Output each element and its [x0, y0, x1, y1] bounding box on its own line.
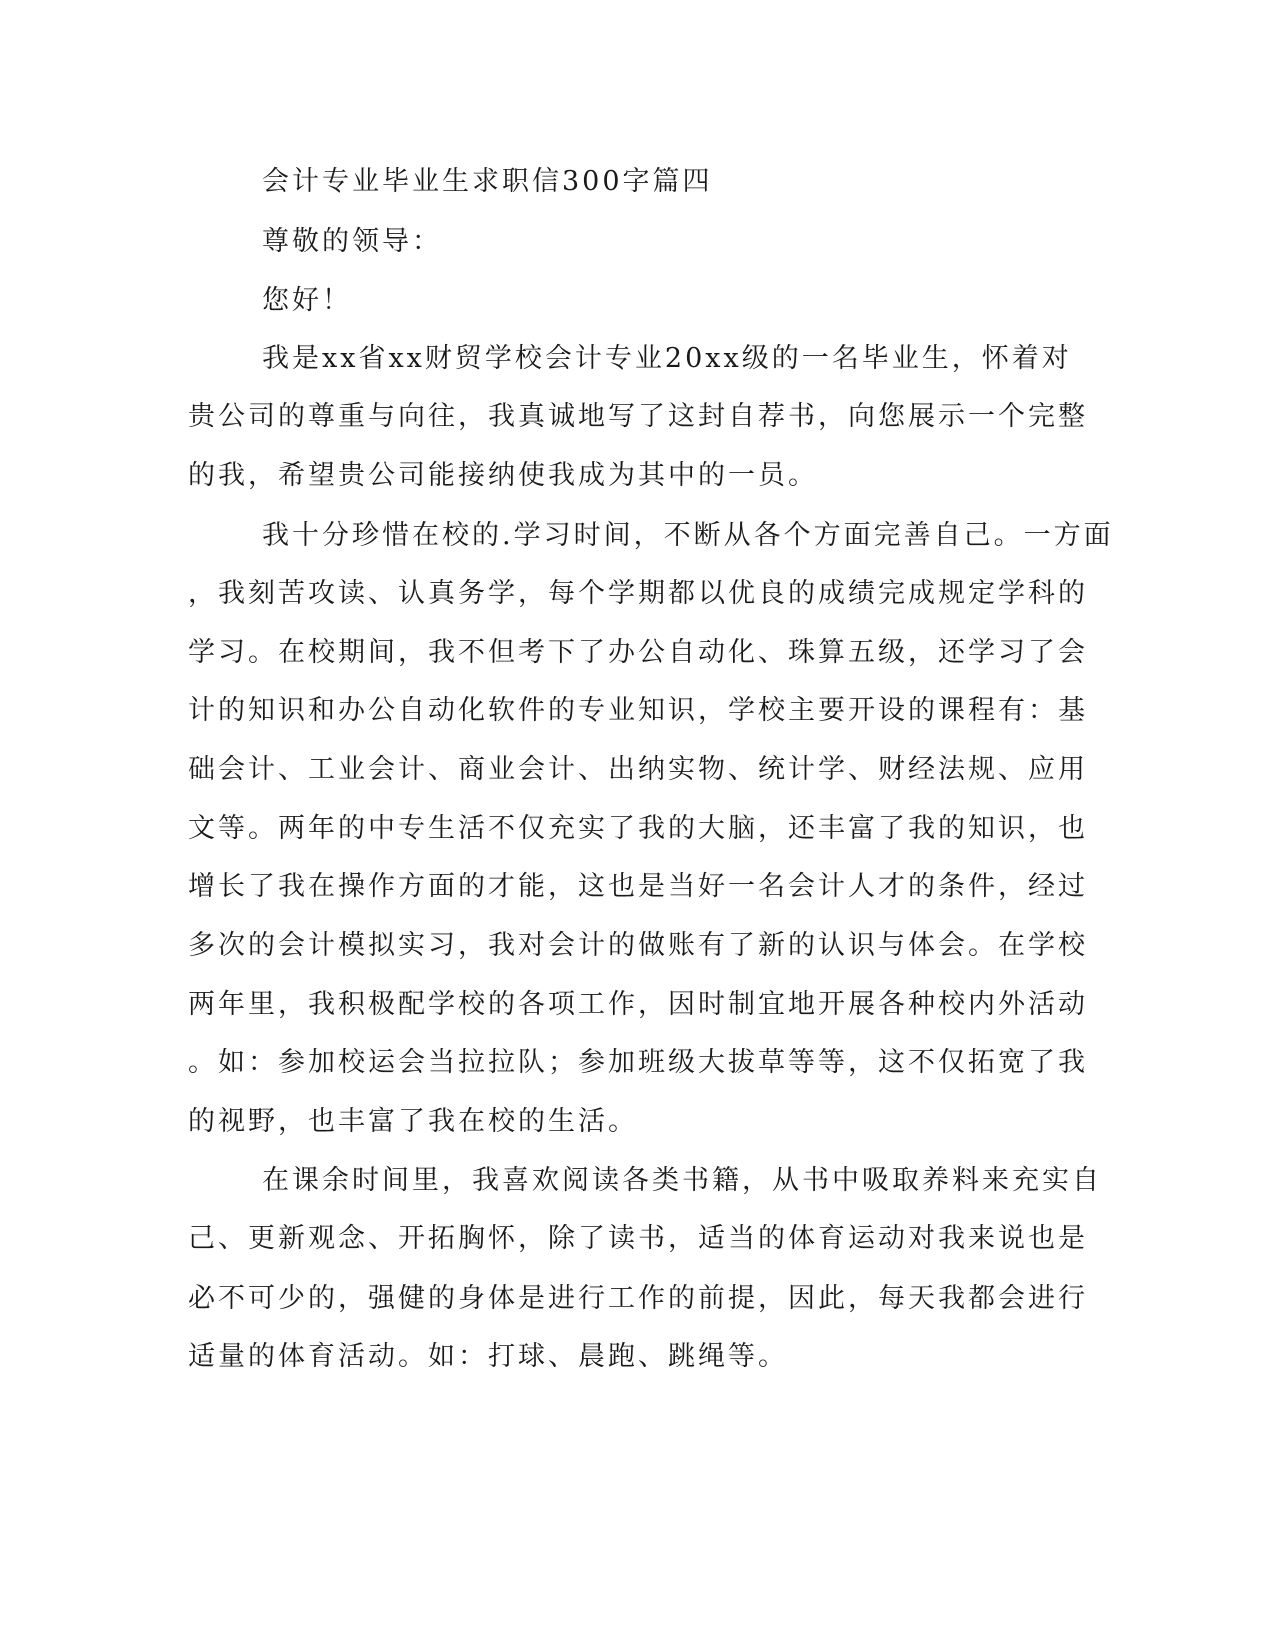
paragraph-2-line: ，我刻苦攻读、认真务学，每个学期都以优良的成绩完成规定学科的	[188, 578, 1088, 609]
paragraph-3-line: 在课余时间里，我喜欢阅读各类书籍，从书中吸取养料来充实自	[262, 1165, 1102, 1196]
paragraph-2-line: 两年里，我积极配学校的各项工作，因时制宜地开展各种校内外活动	[188, 989, 1088, 1020]
paragraph-2-line: 的视野，也丰富了我在校的生活。	[188, 1106, 638, 1137]
paragraph-2-line: 。如：参加校运会当拉拉队；参加班级大拔草等等，这不仅拓宽了我	[188, 1047, 1088, 1078]
paragraph-2-line: 础会计、工业会计、商业会计、出纳实物、统计学、财经法规、应用	[188, 754, 1088, 785]
paragraph-1-line: 我是xx省xx财贸学校会计专业20xx级的一名毕业生，怀着对	[262, 343, 1072, 374]
paragraph-2-line: 文等。两年的中专生活不仅充实了我的大脑，还丰富了我的知识，也	[188, 813, 1088, 844]
paragraph-2-line: 增长了我在操作方面的才能，这也是当好一名会计人才的条件，经过	[188, 871, 1088, 902]
paragraph-3-line: 必不可少的，强健的身体是进行工作的前提，因此，每天我都会进行	[188, 1283, 1088, 1314]
paragraph-2-line: 我十分珍惜在校的.学习时间，不断从各个方面完善自己。一方面	[262, 520, 1114, 551]
paragraph-2-line: 计的知识和办公自动化软件的专业知识，学校主要开设的课程有：基	[188, 695, 1088, 726]
paragraph-3-line: 己、更新观念、开拓胸怀，除了读书，适当的体育运动对我来说也是	[188, 1223, 1088, 1254]
paragraph-1-line: 贵公司的尊重与向往，我真诚地写了这封自荐书，向您展示一个完整	[188, 401, 1088, 432]
document-title: 会计专业毕业生求职信300字篇四	[262, 166, 713, 197]
greeting: 您好！	[262, 285, 352, 316]
paragraph-3-line: 适量的体育活动。如：打球、晨跑、跳绳等。	[188, 1341, 788, 1372]
paragraph-2-line: 学习。在校期间，我不但考下了办公自动化、珠算五级，还学习了会	[188, 637, 1088, 668]
paragraph-1-line: 的我，希望贵公司能接纳使我成为其中的一员。	[188, 460, 818, 491]
paragraph-2-line: 多次的会计模拟实习，我对会计的做账有了新的认识与体会。在学校	[188, 930, 1088, 961]
salutation: 尊敬的领导：	[262, 226, 442, 257]
